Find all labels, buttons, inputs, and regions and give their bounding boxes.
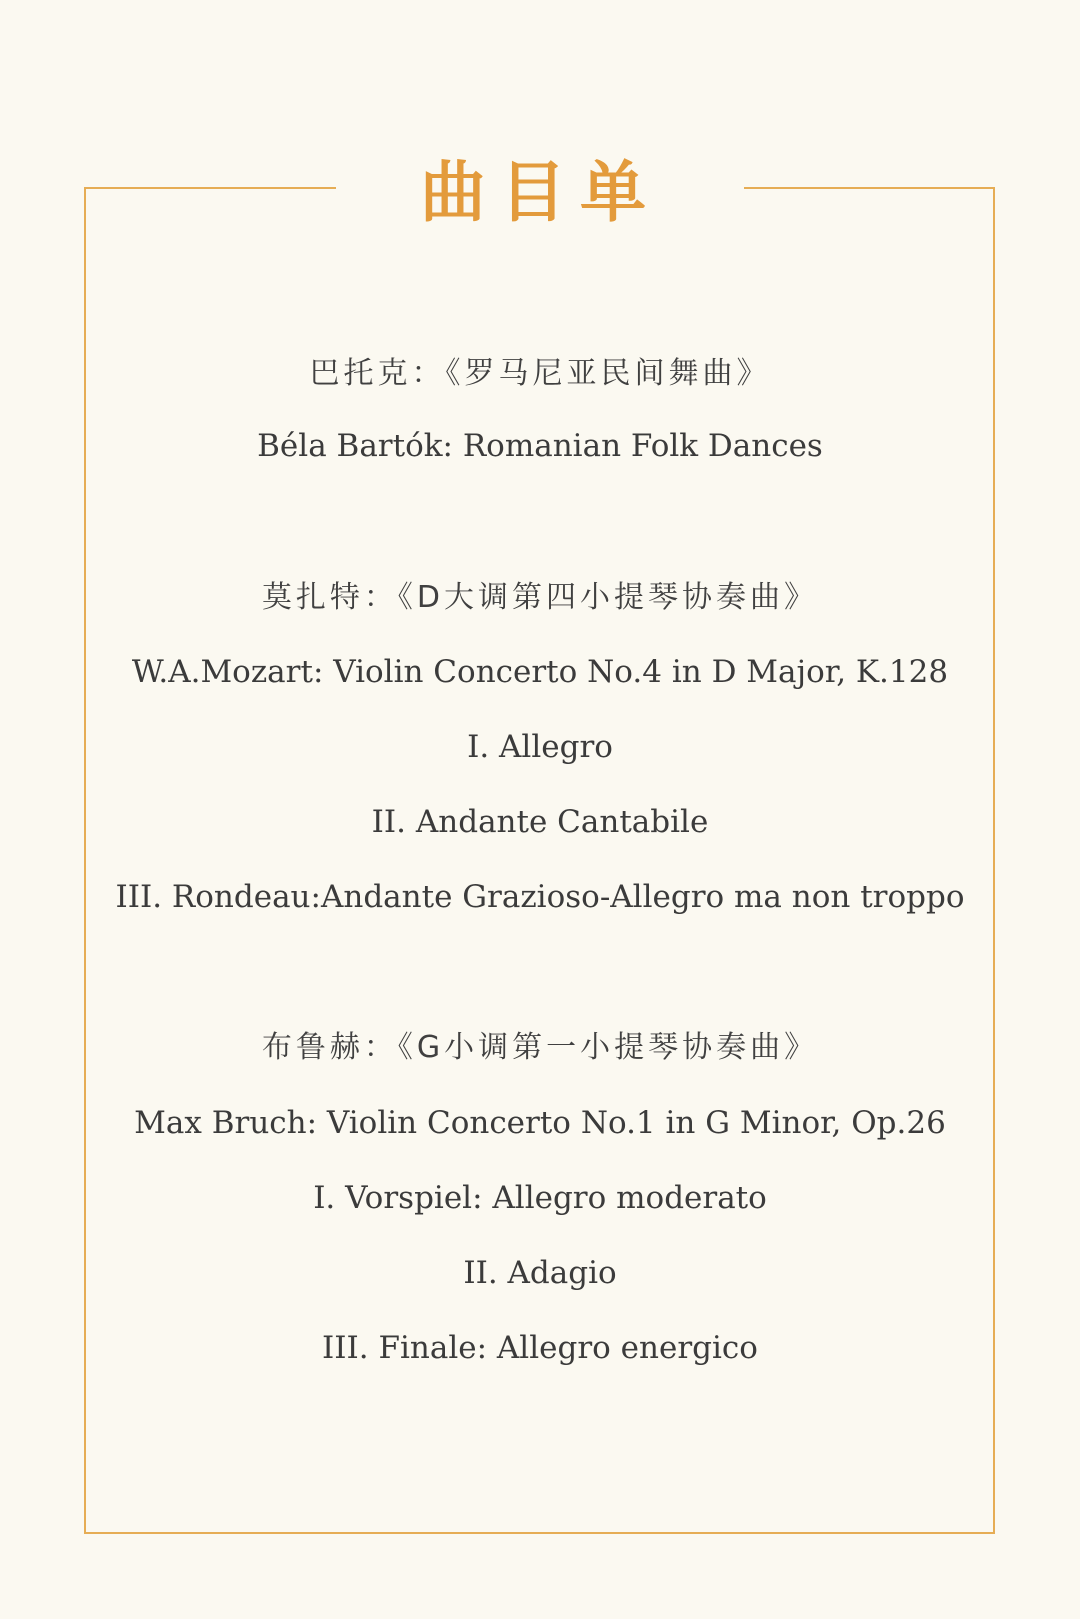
piece-3-movement-2: II. Adagio: [463, 1255, 617, 1291]
piece-2-title-cn: 莫扎特：《D大调第四小提琴协奏曲》: [261, 580, 819, 615]
piece-3-title-en: Max Bruch: Violin Concerto No.1 in G Minor, Op.26: [134, 1105, 946, 1141]
piece-3-movement-1: I. Vorspiel: Allegro moderato: [313, 1180, 767, 1216]
piece-2-title-en: W.A.Mozart: Violin Concerto No.4 in D Major, K.128: [131, 654, 949, 690]
piece-2-movement-1: I. Allegro: [467, 729, 613, 765]
piece-2-movement-2: II. Andante Cantabile: [371, 804, 709, 840]
piece-3-title-cn: 布鲁赫：《G小调第一小提琴协奏曲》: [261, 1030, 819, 1065]
piece-2-movement-3: III. Rondeau:Andante Grazioso-Allegro ma non troppo: [115, 879, 965, 915]
page-title: 曲目单: [420, 154, 660, 231]
piece-1-title-en: Béla Bartók: Romanian Folk Dances: [257, 428, 823, 464]
piece-1-title-cn: 巴托克：《罗马尼亚民间舞曲》: [309, 356, 771, 391]
piece-3-movement-3: III. Finale: Allegro energico: [322, 1330, 758, 1366]
